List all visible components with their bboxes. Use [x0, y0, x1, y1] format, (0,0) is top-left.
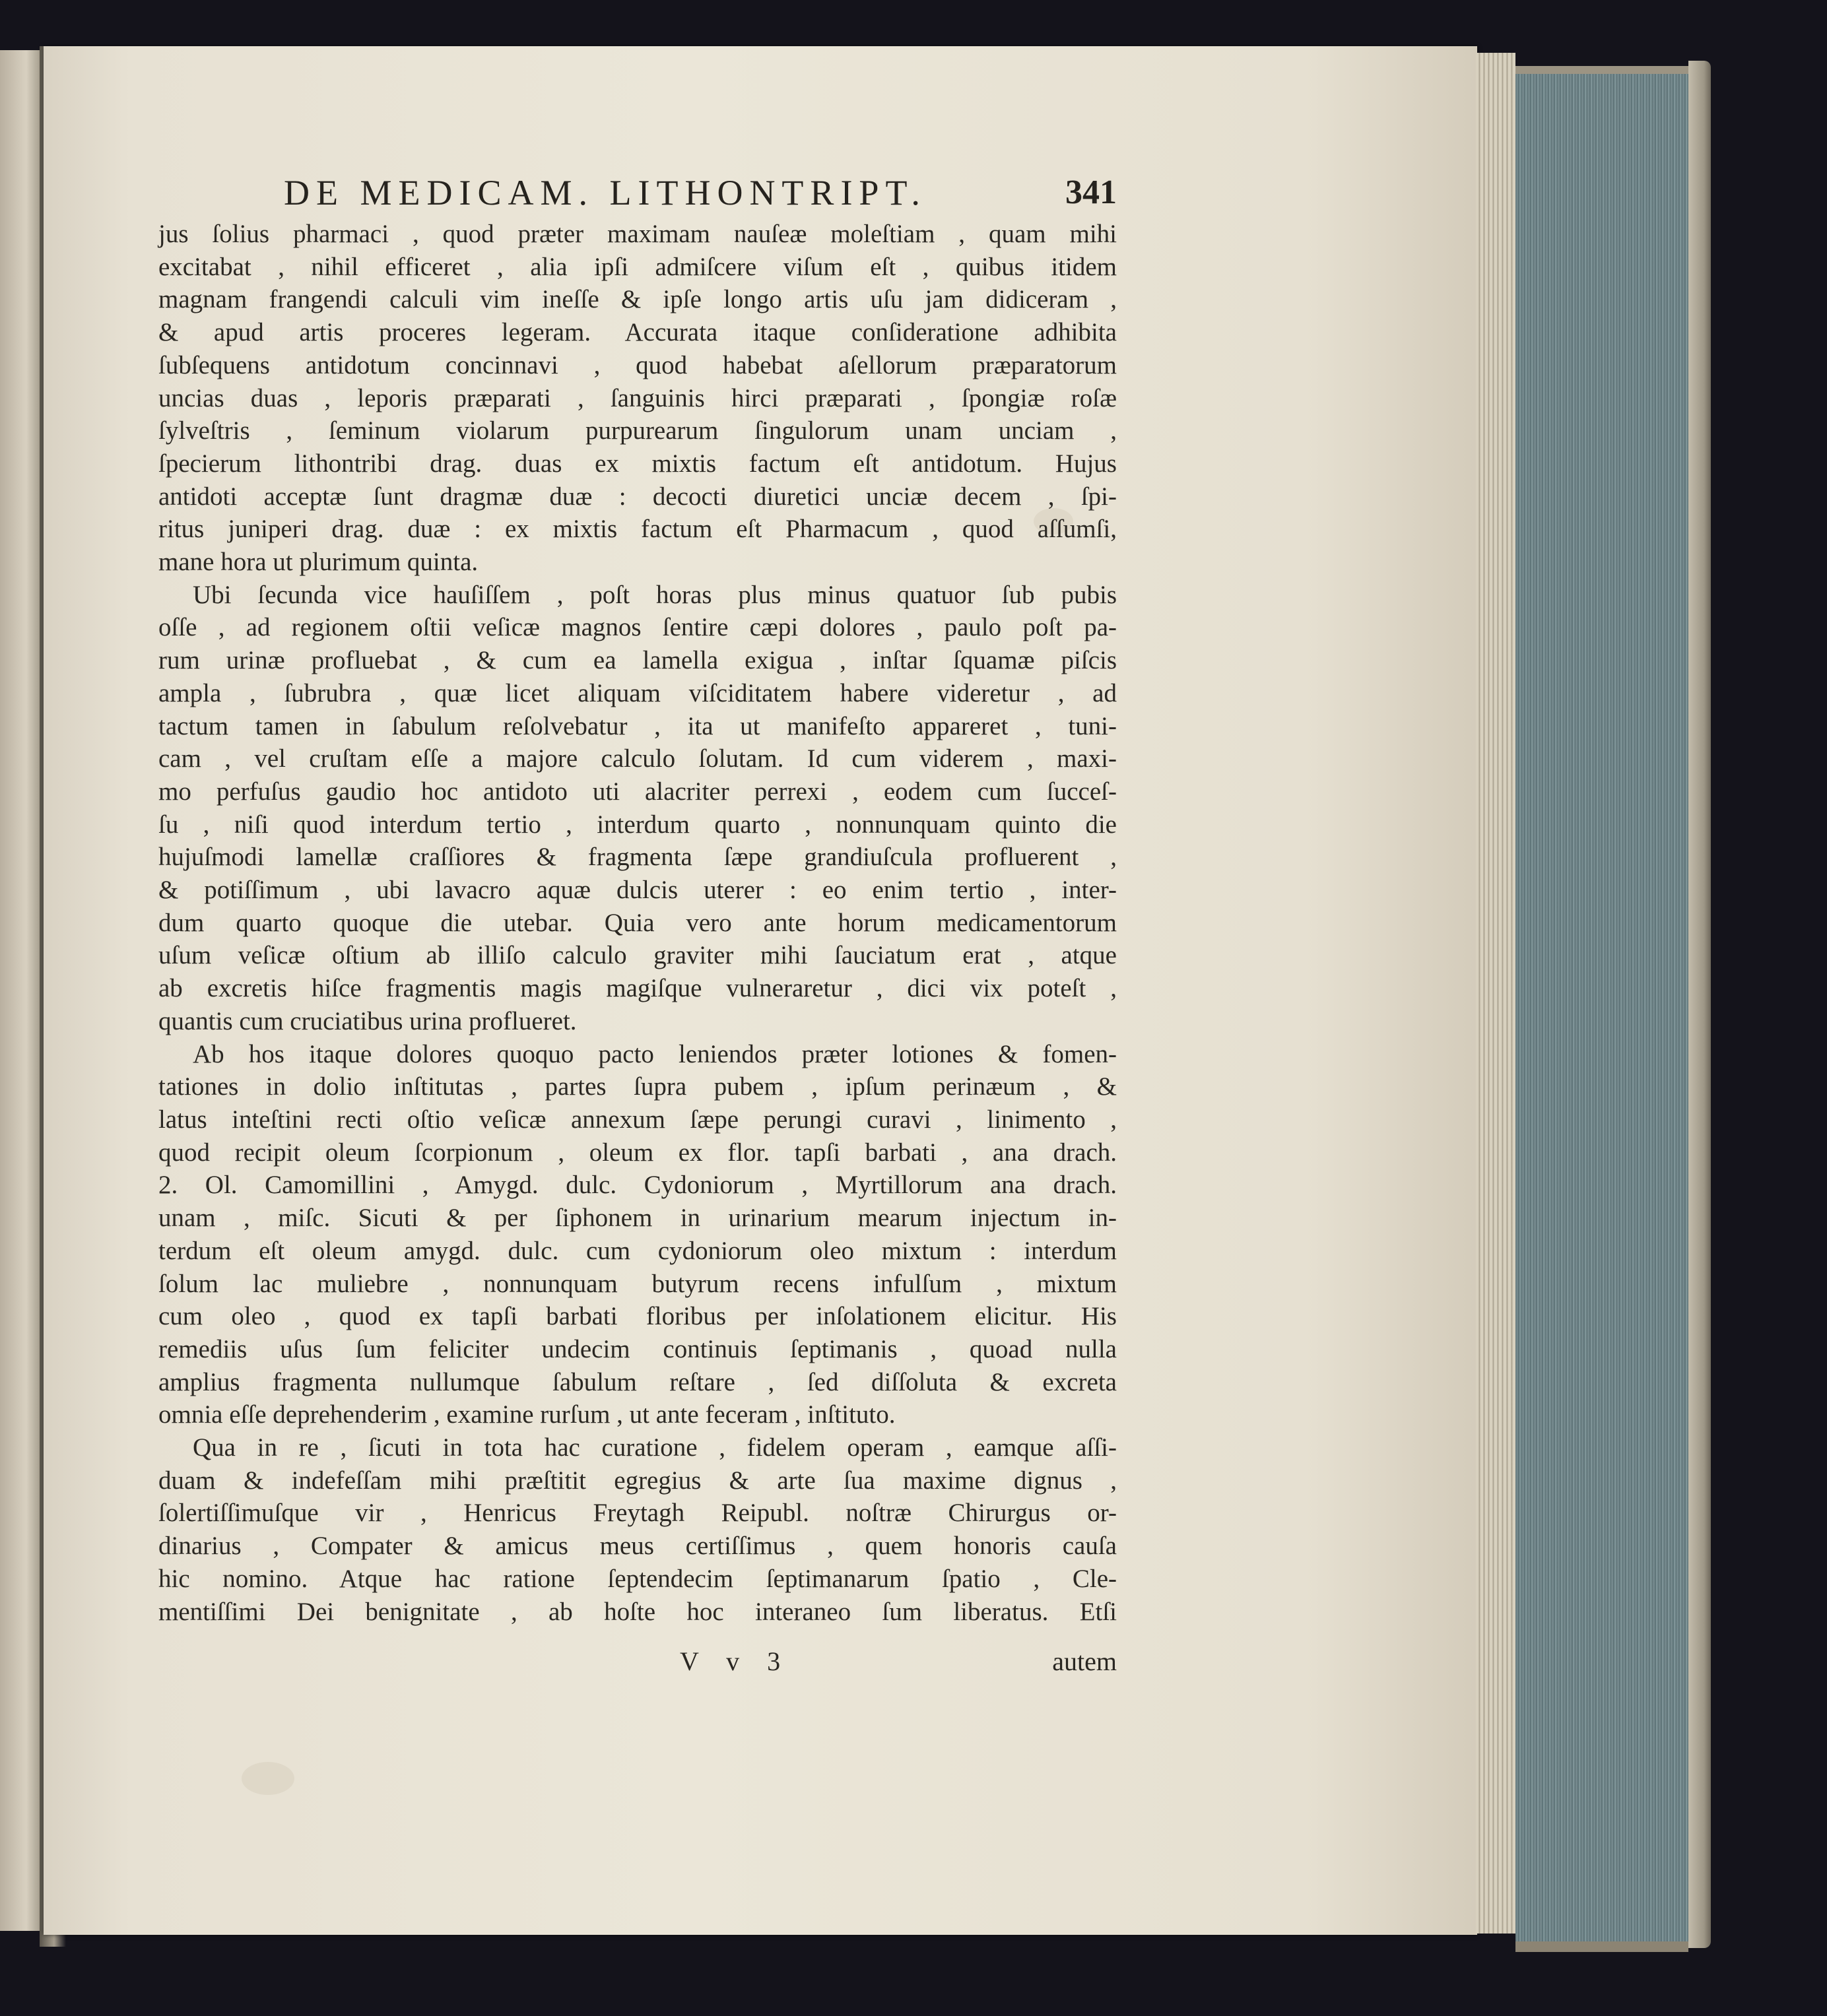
text-line: ſolum lac muliebre , nonnunquam butyrum recens infulſum , mixtum	[158, 1269, 1117, 1298]
text-line: hic nomino. Atque hac ratione ſeptendecim ſeptimanarum ſpatio , Cle-	[158, 1564, 1117, 1593]
text-line: ſpecierum lithontribi drag. duas ex mixtis factum eſt antidotum. Hujus	[158, 449, 1117, 478]
text-line: antidoti acceptæ ſunt dragmæ duæ : decocti diuretici unciæ decem , ſpi-	[158, 482, 1117, 511]
text-line: mentiſſimi Dei benignitate , ab hoſte hoc interaneo ſum liberatus. Etſi	[158, 1597, 1117, 1626]
text-line: ſolertiſſimuſque vir , Henricus Freytagh Reipubl. noſtræ Chirurgus or-	[158, 1499, 1117, 1528]
text-line: ritus juniperi drag. duæ : ex mixtis factum eſt Pharmacum , quod aſſumſi,	[158, 515, 1117, 544]
paper-spot	[242, 1762, 294, 1795]
text-line: uſum veſicæ oſtium ab illiſo calculo graviter mihi ſauciatum erat , atque	[158, 941, 1117, 970]
text-line: quantis cum cruciatibus urina proflueret.	[158, 1006, 577, 1035]
text-line: dum quarto quoque die utebar. Quia vero ante horum medicamentorum	[158, 908, 1117, 937]
text-line: excitabat , nihil efficeret , alia ipſi admiſcere viſum eſt , quibus itidem	[158, 252, 1117, 281]
text-line: terdum eſt oleum amygd. dulc. cum cydoniorum oleo mixtum : interdum	[158, 1236, 1117, 1265]
text-line: Ab hos itaque dolores quoquo pacto leniendos præter lotiones & fomen-	[193, 1039, 1117, 1068]
text-line: jus ſolius pharmaci , quod præter maximam nauſeæ moleſtiam , quam mihi	[158, 220, 1117, 248]
text-line: 2. Ol. Camomillini , Amygd. dulc. Cydoniorum , Myrtillorum ana drach.	[158, 1171, 1117, 1200]
page-footer	[158, 1642, 1117, 1681]
running-head: DE MEDICAM. LITHONTRIPT.	[284, 173, 927, 212]
text-line: rum urinæ profluebat , & cum ea lamella exigua , inſtar ſquamæ piſcis	[158, 646, 1117, 675]
text-line: & potiſſimum , ubi lavacro aquæ dulcis uterer : eo enim tertio , inter-	[158, 876, 1117, 905]
text-line: mane hora ut plurimum quinta.	[158, 548, 479, 577]
text-line: unam , miſc. Sicuti & per ſiphonem in urinarium mearum injectum in-	[158, 1204, 1117, 1233]
text-line: oſſe , ad regionem oſtii veſicæ magnos ſentire cæpi dolores , paulo poſt pa-	[158, 613, 1117, 642]
text-line: Ubi ſecunda vice hauſiſſem , poſt horas plus minus quatuor ſub pubis	[193, 580, 1117, 609]
text-line: ab excretis hiſce fragmentis magis magiſque vulneraretur , dici vix poteſt ,	[158, 974, 1117, 1003]
catchword: autem	[1052, 1646, 1117, 1676]
text-line: quod recipit oleum ſcorpionum , oleum ex flor. tapſi barbati , ana drach.	[158, 1138, 1117, 1167]
fore-edge	[1515, 66, 1688, 1952]
text-line: tactum tamen in ſabulum reſolvebatur , ita ut manifeſto appareret , tuni-	[158, 711, 1117, 740]
text-line: ſubſequens antidotum concinnavi , quod habebat aſellorum præparatorum	[158, 350, 1117, 379]
text-line: & apud artis proceres legeram. Accurata itaque conſideratione adhibita	[158, 318, 1117, 347]
text-line: cum oleo , quod ex tapſi barbati floribus per inſolationem elicitur. His	[158, 1302, 1117, 1331]
text-line: cam , vel cruſtam eſſe a majore calculo ſolutam. Id cum viderem , maxi-	[158, 744, 1117, 773]
text-line: uncias duas , leporis præparati , ſanguinis hirci præparati , ſpongiæ roſæ	[158, 383, 1117, 412]
text-line: ampla , ſubrubra , quæ licet aliquam viſciditatem habere videretur , ad	[158, 678, 1117, 707]
text-line: magnam frangendi calculi vim ineſſe & ipſe longo artis uſu jam didiceram ,	[158, 285, 1117, 314]
text-line: tationes in dolio inſtitutas , partes ſupra pubem , ipſum perinæum , &	[158, 1072, 1117, 1101]
body-text	[158, 218, 1117, 1628]
text-line: mo perfuſus gaudio hoc antidoto uti alacriter perrexi , eodem cum ſucceſ-	[158, 777, 1117, 806]
text-line: ſylveſtris , ſeminum violarum purpurearum ſingulorum unam unciam ,	[158, 416, 1117, 445]
signature-mark: V v 3	[680, 1646, 791, 1676]
text-line: Qua in re , ſicuti in tota hac curatione , fidelem operam , eamque aſſi-	[193, 1433, 1117, 1462]
text-line: ſu , niſi quod interdum tertio , interdum quarto , nonnunquam quinto die	[158, 810, 1117, 839]
text-line: remediis uſus ſum feliciter undecim continuis ſeptimanis , quoad nulla	[158, 1334, 1117, 1363]
page-number: 341	[1065, 174, 1117, 211]
text-line: omnia eſſe deprehenderim , examine rurſum , ut ante feceram , inſtituto.	[158, 1400, 896, 1429]
page-stack	[1476, 53, 1515, 1934]
text-line: amplius fragmenta nullumque ſabulum reſtare , ſed diſſoluta & excreta	[158, 1367, 1117, 1396]
book-cover-edge	[1688, 61, 1711, 1948]
text-line: duam & indefeſſam mihi præſtitit egregius & arte ſua maxime dignus ,	[158, 1466, 1117, 1495]
text-line: dinarius , Compater & amicus meus certiſſimus , quem honoris cauſa	[158, 1532, 1117, 1561]
text-line: hujuſmodi lamellæ craſſiores & fragmenta ſæpe grandiuſcula profluerent ,	[158, 843, 1117, 872]
page-header	[284, 166, 1117, 219]
text-line: latus inteſtini recti oſtio veſicæ annexum ſæpe perungi curavi , linimento ,	[158, 1105, 1117, 1134]
